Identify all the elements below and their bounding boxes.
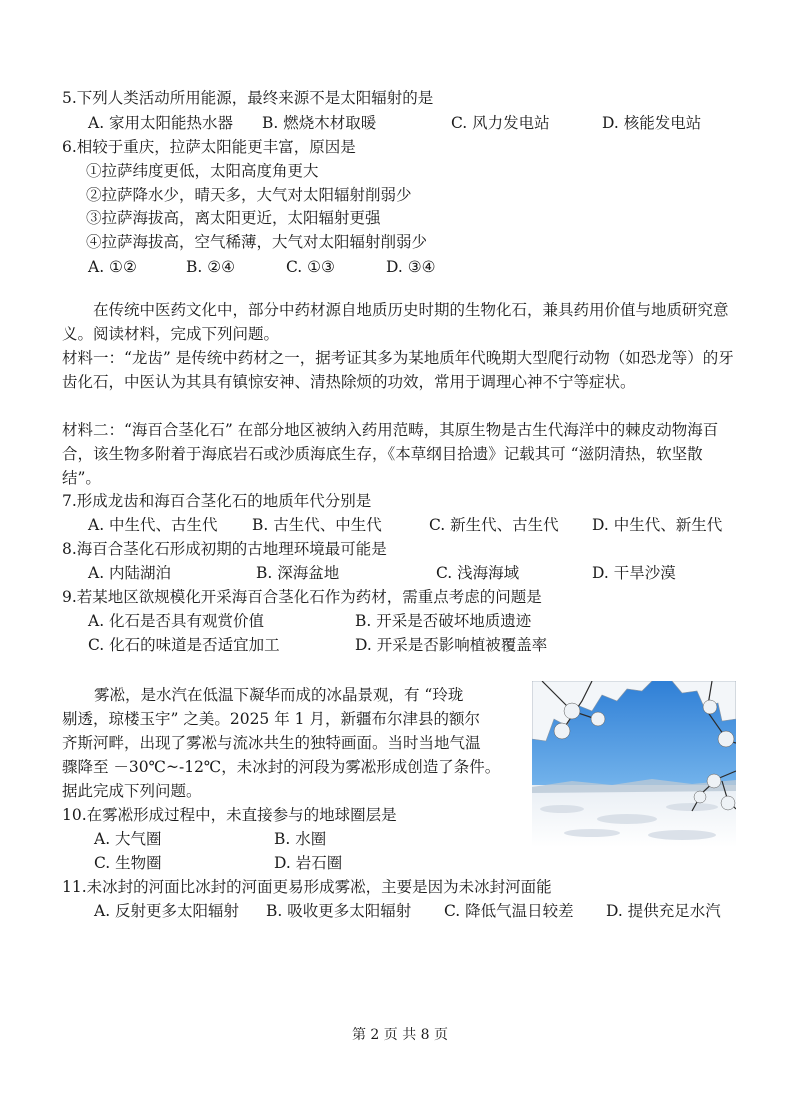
q7-option-b: B. 古生代、中生代 [252, 516, 382, 534]
q9-option-a: A. 化石是否具有观赏价值 [88, 612, 265, 630]
page-number: 第 2 页 共 8 页 [351, 1027, 449, 1043]
q5-stem: 5.下列人类活动所用能源，最终来源不是太阳辐射的是 [62, 89, 434, 107]
q8-option-b: B. 深海盆地 [256, 564, 340, 582]
q7-option-c: C. 新生代、古生代 [429, 516, 559, 534]
q9-option-d: D. 开采是否影响植被覆盖率 [355, 636, 548, 654]
q6-item-3: ③拉萨海拔高，离太阳更近，太阳辐射更强 [86, 209, 381, 227]
q7-option-a: A. 中生代、古生代 [88, 516, 218, 534]
q6-option-c: C. ①③ [286, 258, 335, 276]
q10-stem: 10.在雾凇形成过程中，未直接参与的地球圈层是 [62, 806, 397, 824]
q5-option-b: B. 燃烧木材取暖 [262, 114, 377, 132]
passage2-line-4: 骤降至 －30℃~-12℃，未冰封的河段为雾凇形成创造了条件。 [62, 758, 501, 776]
q6-item-1: ①拉萨纬度更低，太阳高度角更大 [86, 162, 319, 180]
q8-option-c: C. 浅海海域 [436, 564, 520, 582]
q5-option-a: A. 家用太阳能热水器 [88, 114, 234, 132]
passage2-line-1: 雾凇，是水汽在低温下凝华而成的冰晶景观，有 “玲珑 [94, 686, 464, 704]
q5-option-d: D. 核能发电站 [602, 114, 702, 132]
passage2-line-2: 剔透，琼楼玉宇” 之美。2025 年 1 月，新疆布尔津县的额尔 [62, 710, 480, 728]
q10-option-b: B. 水圈 [274, 830, 327, 848]
passage2-line-5: 据此完成下列问题。 [62, 782, 202, 800]
q11-stem: 11.未冰封的河面比冰封的河面更易形成雾凇，主要是因为未冰封河面能 [62, 878, 552, 896]
q11-option-c: C. 降低气温日较差 [444, 902, 574, 920]
q8-option-a: A. 内陆湖泊 [88, 564, 172, 582]
q8-stem: 8.海百合茎化石形成初期的古地理环境最可能是 [62, 540, 387, 558]
passage1-material1: 材料一：“龙齿” 是传统中药材之一，据考证其多为某地质年代晚期大型爬行动物（如恐龙等）的牙齿化石，中医认为其具有镇惊安神、清热除烦的功效，常用于调理心神不宁等症状。 [62, 349, 734, 391]
q6-stem: 6.相较于重庆，拉萨太阳能更丰富，原因是 [62, 138, 356, 156]
rime-photo [532, 681, 736, 847]
q6-item-2: ②拉萨降水少，晴天多，大气对太阳辐射削弱少 [86, 186, 412, 204]
q9-option-c: C. 化石的味道是否适宜加工 [88, 636, 280, 654]
q7-option-d: D. 中生代、新生代 [592, 516, 723, 534]
q8-option-d: D. 干旱沙漠 [592, 564, 676, 582]
q11-option-d: D. 提供充足水汽 [606, 902, 721, 920]
q6-option-a: A. ①② [88, 258, 137, 276]
q9-option-b: B. 开采是否破坏地质遗迹 [355, 612, 532, 630]
q11-option-b: B. 吸收更多太阳辐射 [266, 902, 412, 920]
q6-option-b: B. ②④ [186, 258, 236, 276]
q7-stem: 7.形成龙齿和海百合茎化石的地质年代分别是 [62, 492, 372, 510]
q6-item-4: ④拉萨海拔高，空气稀薄，大气对太阳辐射削弱少 [86, 233, 428, 251]
q10-option-a: A. 大气圈 [94, 830, 162, 848]
q10-option-d: D. 岩石圈 [274, 854, 343, 872]
q9-stem: 9.若某地区欲规模化开采海百合茎化石作为药材，需重点考虑的问题是 [62, 588, 542, 606]
passage2-line-3: 齐斯河畔，出现了雾凇与流冰共生的独特画面。当时当地气温 [62, 734, 481, 752]
q11-option-a: A. 反射更多太阳辐射 [94, 902, 240, 920]
passage1-material2: 材料二：“海百合茎化石” 在部分地区被纳入药用范畴，其原生物是古生代海洋中的棘皮动物海百合，该生物多附着于海底岩石或沙质海底生存，《本草纲目拾遗》记载其可 “滋阴清热，软坚散结”。 [62, 421, 719, 487]
passage1-intro: 在传统中医药文化中，部分中药材源自地质历史时期的生物化石，兼具药用价值与地质研究意义。阅读材料，完成下列问题。 [62, 301, 729, 343]
q6-option-d: D. ③④ [386, 258, 436, 276]
q5-option-c: C. 风力发电站 [451, 114, 550, 132]
q10-option-c: C. 生物圈 [94, 854, 162, 872]
